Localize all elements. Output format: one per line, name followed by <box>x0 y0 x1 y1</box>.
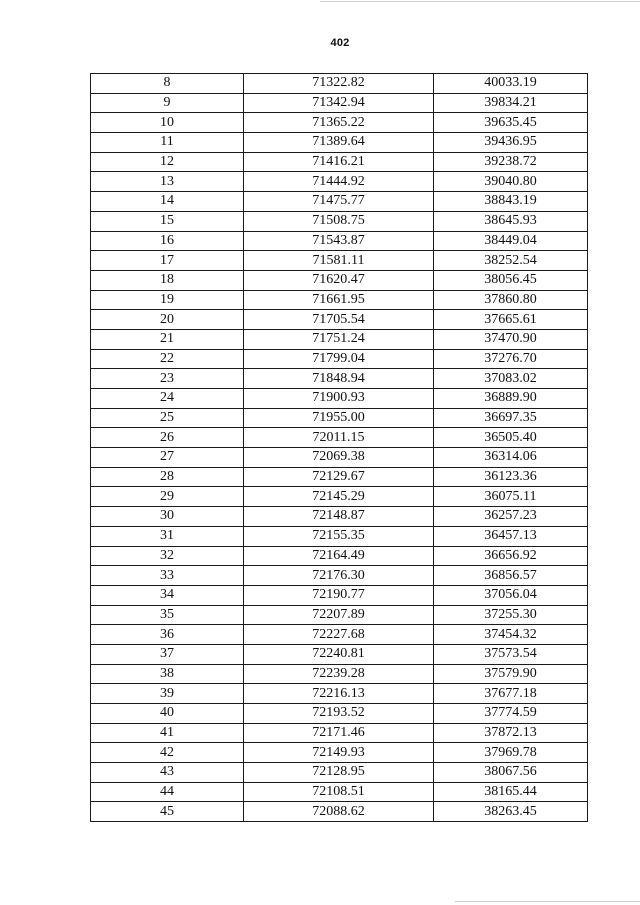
x-coordinate-cell: 72193.52 <box>244 704 434 724</box>
x-coordinate-cell: 71620.47 <box>244 270 434 290</box>
table-row <box>91 487 588 507</box>
page-number: 402 <box>330 37 350 49</box>
y-coordinate-cell: 38645.93 <box>434 211 588 231</box>
x-coordinate-cell: 72155.35 <box>244 526 434 546</box>
y-coordinate-cell: 37579.90 <box>434 664 588 684</box>
x-coordinate-cell: 71389.64 <box>244 133 434 153</box>
x-coordinate-cell: 71900.93 <box>244 389 434 409</box>
x-coordinate-cell: 71416.21 <box>244 152 434 172</box>
table-row <box>91 93 588 113</box>
table-row <box>91 625 588 645</box>
point-number-cell: 30 <box>91 507 244 527</box>
table-body <box>91 74 588 822</box>
x-coordinate-cell: 72108.51 <box>244 782 434 802</box>
y-coordinate-cell: 38263.45 <box>434 802 588 822</box>
point-number-cell: 37 <box>91 644 244 664</box>
x-coordinate-cell: 71661.95 <box>244 290 434 310</box>
table-row <box>91 133 588 153</box>
y-coordinate-cell: 37677.18 <box>434 684 588 704</box>
x-coordinate-cell: 71475.77 <box>244 192 434 212</box>
table-row <box>91 585 588 605</box>
x-coordinate-cell: 71955.00 <box>244 408 434 428</box>
point-number-cell: 42 <box>91 743 244 763</box>
coordinates-table <box>90 73 588 822</box>
point-number-cell: 17 <box>91 251 244 271</box>
table-row <box>91 369 588 389</box>
x-coordinate-cell: 71581.11 <box>244 251 434 271</box>
x-coordinate-cell: 72171.46 <box>244 723 434 743</box>
point-number-cell: 8 <box>91 74 244 94</box>
table-row <box>91 723 588 743</box>
table-row <box>91 546 588 566</box>
x-coordinate-cell: 71799.04 <box>244 349 434 369</box>
x-coordinate-cell: 71322.82 <box>244 74 434 94</box>
table-row <box>91 152 588 172</box>
x-coordinate-cell: 71705.54 <box>244 310 434 330</box>
point-number-cell: 16 <box>91 231 244 251</box>
y-coordinate-cell: 37454.32 <box>434 625 588 645</box>
point-number-cell: 13 <box>91 172 244 192</box>
table-row <box>91 349 588 369</box>
table-row <box>91 172 588 192</box>
y-coordinate-cell: 37083.02 <box>434 369 588 389</box>
y-coordinate-cell: 38843.19 <box>434 192 588 212</box>
point-number-cell: 33 <box>91 566 244 586</box>
table-row <box>91 802 588 822</box>
table-row <box>91 605 588 625</box>
x-coordinate-cell: 71342.94 <box>244 93 434 113</box>
x-coordinate-cell: 72069.38 <box>244 448 434 468</box>
y-coordinate-cell: 39238.72 <box>434 152 588 172</box>
table-row <box>91 231 588 251</box>
point-number-cell: 38 <box>91 664 244 684</box>
point-number-cell: 9 <box>91 93 244 113</box>
x-coordinate-cell: 72239.28 <box>244 664 434 684</box>
x-coordinate-cell: 72145.29 <box>244 487 434 507</box>
table-row <box>91 251 588 271</box>
y-coordinate-cell: 38067.56 <box>434 763 588 783</box>
y-coordinate-cell: 37665.61 <box>434 310 588 330</box>
table-row <box>91 644 588 664</box>
x-coordinate-cell: 72149.93 <box>244 743 434 763</box>
y-coordinate-cell: 38449.04 <box>434 231 588 251</box>
table-row <box>91 310 588 330</box>
x-coordinate-cell: 71508.75 <box>244 211 434 231</box>
table-row <box>91 684 588 704</box>
y-coordinate-cell: 36505.40 <box>434 428 588 448</box>
table-row <box>91 507 588 527</box>
x-coordinate-cell: 72176.30 <box>244 566 434 586</box>
x-coordinate-cell: 72148.87 <box>244 507 434 527</box>
y-coordinate-cell: 39040.80 <box>434 172 588 192</box>
point-number-cell: 21 <box>91 329 244 349</box>
coordinates-table-container <box>90 73 588 822</box>
table-row <box>91 743 588 763</box>
x-coordinate-cell: 72190.77 <box>244 585 434 605</box>
point-number-cell: 22 <box>91 349 244 369</box>
x-coordinate-cell: 71543.87 <box>244 231 434 251</box>
y-coordinate-cell: 39436.95 <box>434 133 588 153</box>
table-row <box>91 782 588 802</box>
table-row <box>91 211 588 231</box>
y-coordinate-cell: 37573.54 <box>434 644 588 664</box>
y-coordinate-cell: 38252.54 <box>434 251 588 271</box>
point-number-cell: 23 <box>91 369 244 389</box>
point-number-cell: 32 <box>91 546 244 566</box>
point-number-cell: 29 <box>91 487 244 507</box>
x-coordinate-cell: 72216.13 <box>244 684 434 704</box>
point-number-cell: 19 <box>91 290 244 310</box>
x-coordinate-cell: 72129.67 <box>244 467 434 487</box>
table-row <box>91 566 588 586</box>
point-number-cell: 27 <box>91 448 244 468</box>
scan-edge-bottom <box>455 901 640 902</box>
point-number-cell: 11 <box>91 133 244 153</box>
y-coordinate-cell: 37774.59 <box>434 704 588 724</box>
y-coordinate-cell: 36314.06 <box>434 448 588 468</box>
y-coordinate-cell: 36889.90 <box>434 389 588 409</box>
y-coordinate-cell: 37872.13 <box>434 723 588 743</box>
x-coordinate-cell: 71848.94 <box>244 369 434 389</box>
y-coordinate-cell: 39834.21 <box>434 93 588 113</box>
y-coordinate-cell: 38056.45 <box>434 270 588 290</box>
point-number-cell: 31 <box>91 526 244 546</box>
point-number-cell: 35 <box>91 605 244 625</box>
y-coordinate-cell: 36656.92 <box>434 546 588 566</box>
point-number-cell: 34 <box>91 585 244 605</box>
table-row <box>91 74 588 94</box>
table-row <box>91 389 588 409</box>
y-coordinate-cell: 36697.35 <box>434 408 588 428</box>
point-number-cell: 12 <box>91 152 244 172</box>
y-coordinate-cell: 37056.04 <box>434 585 588 605</box>
y-coordinate-cell: 40033.19 <box>434 74 588 94</box>
point-number-cell: 43 <box>91 763 244 783</box>
y-coordinate-cell: 36075.11 <box>434 487 588 507</box>
table-row <box>91 526 588 546</box>
y-coordinate-cell: 39635.45 <box>434 113 588 133</box>
point-number-cell: 36 <box>91 625 244 645</box>
table-row <box>91 113 588 133</box>
x-coordinate-cell: 72164.49 <box>244 546 434 566</box>
point-number-cell: 28 <box>91 467 244 487</box>
y-coordinate-cell: 36457.13 <box>434 526 588 546</box>
x-coordinate-cell: 72207.89 <box>244 605 434 625</box>
table-row <box>91 270 588 290</box>
point-number-cell: 20 <box>91 310 244 330</box>
y-coordinate-cell: 36257.23 <box>434 507 588 527</box>
x-coordinate-cell: 72227.68 <box>244 625 434 645</box>
x-coordinate-cell: 72011.15 <box>244 428 434 448</box>
y-coordinate-cell: 38165.44 <box>434 782 588 802</box>
point-number-cell: 41 <box>91 723 244 743</box>
point-number-cell: 45 <box>91 802 244 822</box>
x-coordinate-cell: 72088.62 <box>244 802 434 822</box>
table-row <box>91 467 588 487</box>
x-coordinate-cell: 71751.24 <box>244 329 434 349</box>
table-row <box>91 428 588 448</box>
y-coordinate-cell: 37969.78 <box>434 743 588 763</box>
table-row <box>91 664 588 684</box>
table-row <box>91 763 588 783</box>
x-coordinate-cell: 72240.81 <box>244 644 434 664</box>
y-coordinate-cell: 37860.80 <box>434 290 588 310</box>
x-coordinate-cell: 71365.22 <box>244 113 434 133</box>
point-number-cell: 24 <box>91 389 244 409</box>
point-number-cell: 14 <box>91 192 244 212</box>
y-coordinate-cell: 37470.90 <box>434 329 588 349</box>
scan-edge-top <box>320 1 640 2</box>
point-number-cell: 15 <box>91 211 244 231</box>
point-number-cell: 18 <box>91 270 244 290</box>
point-number-cell: 39 <box>91 684 244 704</box>
x-coordinate-cell: 72128.95 <box>244 763 434 783</box>
y-coordinate-cell: 37255.30 <box>434 605 588 625</box>
point-number-cell: 25 <box>91 408 244 428</box>
table-row <box>91 192 588 212</box>
table-row <box>91 329 588 349</box>
y-coordinate-cell: 36123.36 <box>434 467 588 487</box>
table-row <box>91 704 588 724</box>
y-coordinate-cell: 36856.57 <box>434 566 588 586</box>
point-number-cell: 10 <box>91 113 244 133</box>
x-coordinate-cell: 71444.92 <box>244 172 434 192</box>
table-row <box>91 448 588 468</box>
table-row <box>91 290 588 310</box>
point-number-cell: 26 <box>91 428 244 448</box>
point-number-cell: 44 <box>91 782 244 802</box>
y-coordinate-cell: 37276.70 <box>434 349 588 369</box>
table-row <box>91 408 588 428</box>
point-number-cell: 40 <box>91 704 244 724</box>
